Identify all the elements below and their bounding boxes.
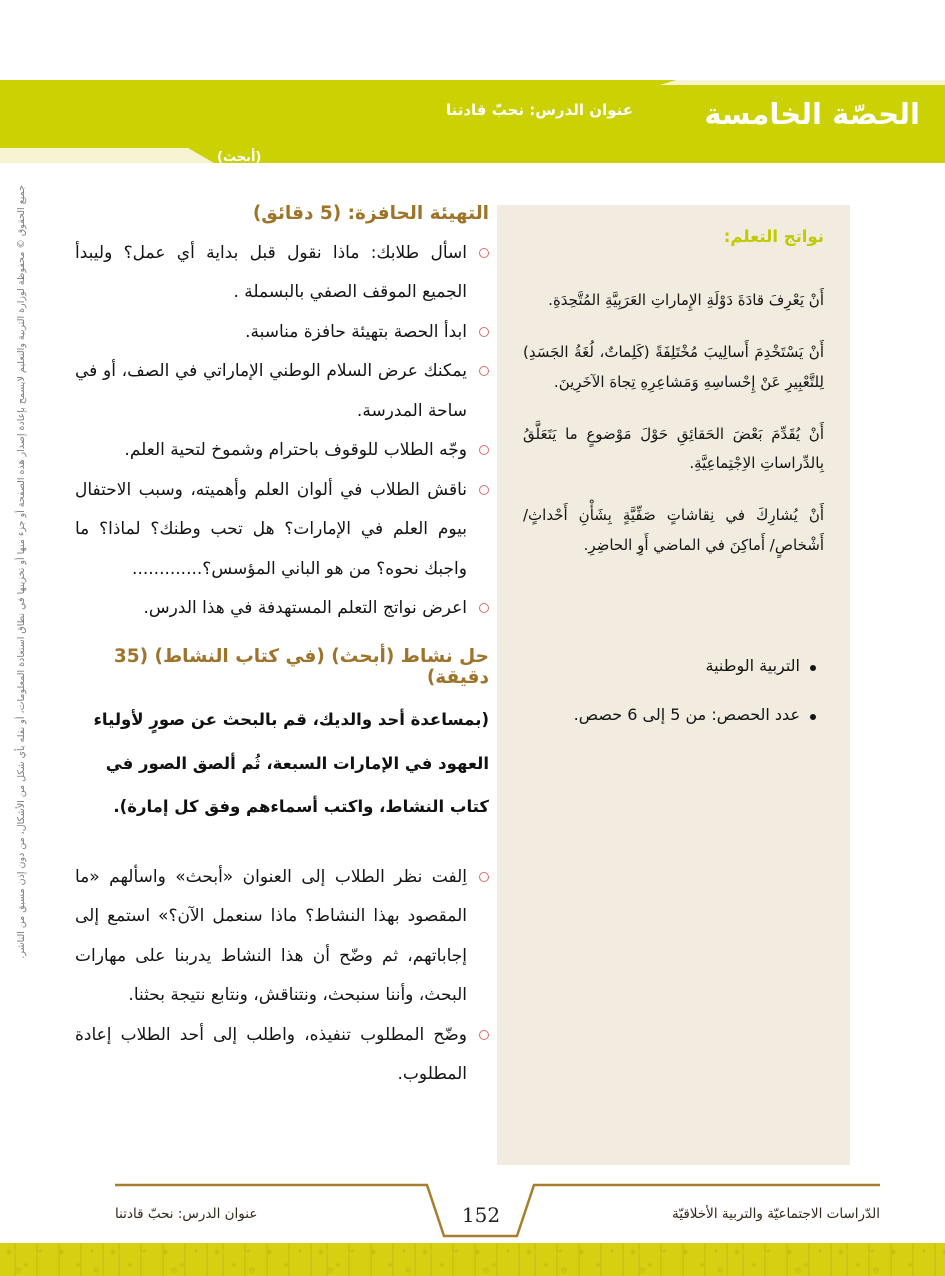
step-bullet [75,858,489,1016]
step-text: اعرض نواتج التعلم المستهدفة في هذا الدرس. [143,597,467,618]
bullet-ring-icon [479,327,489,337]
section-heading-warmup: التهيئة الحافزة: (5 دقائق) [252,203,489,224]
warmup-step-list [75,234,489,628]
bullet-ring-icon [479,872,489,882]
header-corner-trapezoid [0,148,214,163]
learning-outcome: أَنْ يَسْتَخْدِمَ أَسالِيبَ مُخْتَلِفَةً (كَلِماتٌ، لُغَةُ الجَسَدِ) لِلتَّعْبِيرِ عَنْ إِحْساسِهِ وَمَشاعِرِهِ تِجاهَ الآخَرِينَ. [523,343,824,391]
sessions-count-bullet [523,705,816,724]
learning-outcome: أَنْ يُقَدِّمَ بَعْضَ الحَقائِقِ حَوْلَ مَوْضوعٍ ما يَتَعَلَّقُ بِالدِّراساتِ الاِجْتِماعِيَّةِ. [523,424,824,472]
footer-lesson-title: عنوان الدرس: نحبّ قادتنا [115,1206,258,1222]
learning-outcome: أَنْ يُشارِكَ في نِقاشاتٍ صَفِّيَّةٍ بِشَأْنِ أَحْداثٍ/ أَشْخاصٍ/ أَماكِنَ في الماضي أَوِ الحاضِرِ. [523,506,824,554]
step-bullet [75,352,489,431]
topic-bullet [523,656,816,675]
bullet-dot-icon [810,665,816,671]
lesson-title: عنوان الدرس: نحبّ قادتنا [445,101,633,119]
main-content [75,203,489,1095]
bullet-ring-icon [479,366,489,376]
header-band [0,85,945,163]
sidebar-bullet-list [523,656,824,724]
bullet-ring-icon [479,248,489,258]
bullet-ring-icon [479,603,489,613]
learning-outcome: أَنْ يَعْرِفَ قادَةَ دَوْلَةِ الإِماراتِ العَرَبِيَّةِ المُتَّحِدَةِ. [548,291,824,309]
bullet-ring-icon [479,485,489,495]
step-text: ابدأ الحصة بتهيئة حافزة مناسبة. [245,321,467,342]
bullet-ring-icon [479,445,489,455]
bullet-dot-icon [810,714,816,720]
step-text: ناقش الطلاب في ألوان العلم وأهميته، وسبب الاحتفال بيوم العلم في الإمارات؟ هل تحب وطنك؟ لماذا؟ ما واجبك نحوه؟ من هو الباني المؤسس؟............. [75,479,467,579]
step-text: اِلفت نظر الطلاب إلى العنوان «أبحث» واسألهم «ما المقصود بهذا النشاط؟ ماذا سنعمل الآن؟» استمع إلى إجاباتهم، ثم وضّح أن هذا النشاط يدربنا على مهارات البحث، وأننا سنبحث، ونتناقش، ونتابع نتيجة بحثنا. [75,867,467,1006]
step-text: اسأل طلابك: ماذا نقول قبل بداية أي عمل؟ وليبدأ الجميع الموقف الصفي بالبسملة . [75,243,467,303]
learning-outcomes-panel [497,205,850,1165]
activity-instruction: (بمساعدة أحد والديك، قم بالبحث عن صورٍ لأولياء العهود في الإمارات السبعة، ثُم ألصق الصور في كتاب النشاط، واكتب أسماءهم وفق كل إمارة). [93,710,489,816]
step-text: وجّه الطلاب للوقوف باحترام وشموخ لتحية العلم. [124,440,467,461]
step-bullet [75,431,489,470]
outcomes-title: نواتج التعلم: [723,227,824,246]
section-heading-activity: حل نشاط (أبحث) (في كتاب النشاط) (35 دقيقة) [113,646,489,689]
footer-subject: الدّراسات الاجتماعيّة والتربية الأخلاقيّة [672,1206,880,1222]
tab-label: (أبحث) [217,150,262,165]
step-bullet [75,234,489,313]
copyright-notice: جميع الحقوق © محفوظة لوزارة التربية والتعليم لايسمح بإعادة إصدار هذه الصفحة أو جزء منها أو تخزينها في نطاق استعادة المعلومات، أو نقله بأي شكل من الأشكال، من دون إذن مسبق من الناشر. [16,185,27,959]
activity-step-list [75,858,489,1095]
step-bullet [75,589,489,628]
topic-bullet-label: التربية الوطنية [705,655,800,675]
step-bullet [75,313,489,352]
bullet-ring-icon [479,1030,489,1040]
page-number: 152 [461,1203,501,1227]
session-title: الحصّة الخامسة [704,97,920,131]
sessions-count-label: عدد الحصص: من 5 إلى 6 حصص. [573,704,800,724]
step-text: وضّح المطلوب تنفيذه، واطلب إلى أحد الطلاب إعادة المطلوب. [75,1024,467,1085]
step-bullet [75,471,489,589]
step-bullet [75,1016,489,1095]
step-text: يمكنك عرض السلام الوطني الإماراتي في الصف، أو في ساحة المدرسة. [75,361,467,421]
footer-pattern-band [0,1243,945,1276]
